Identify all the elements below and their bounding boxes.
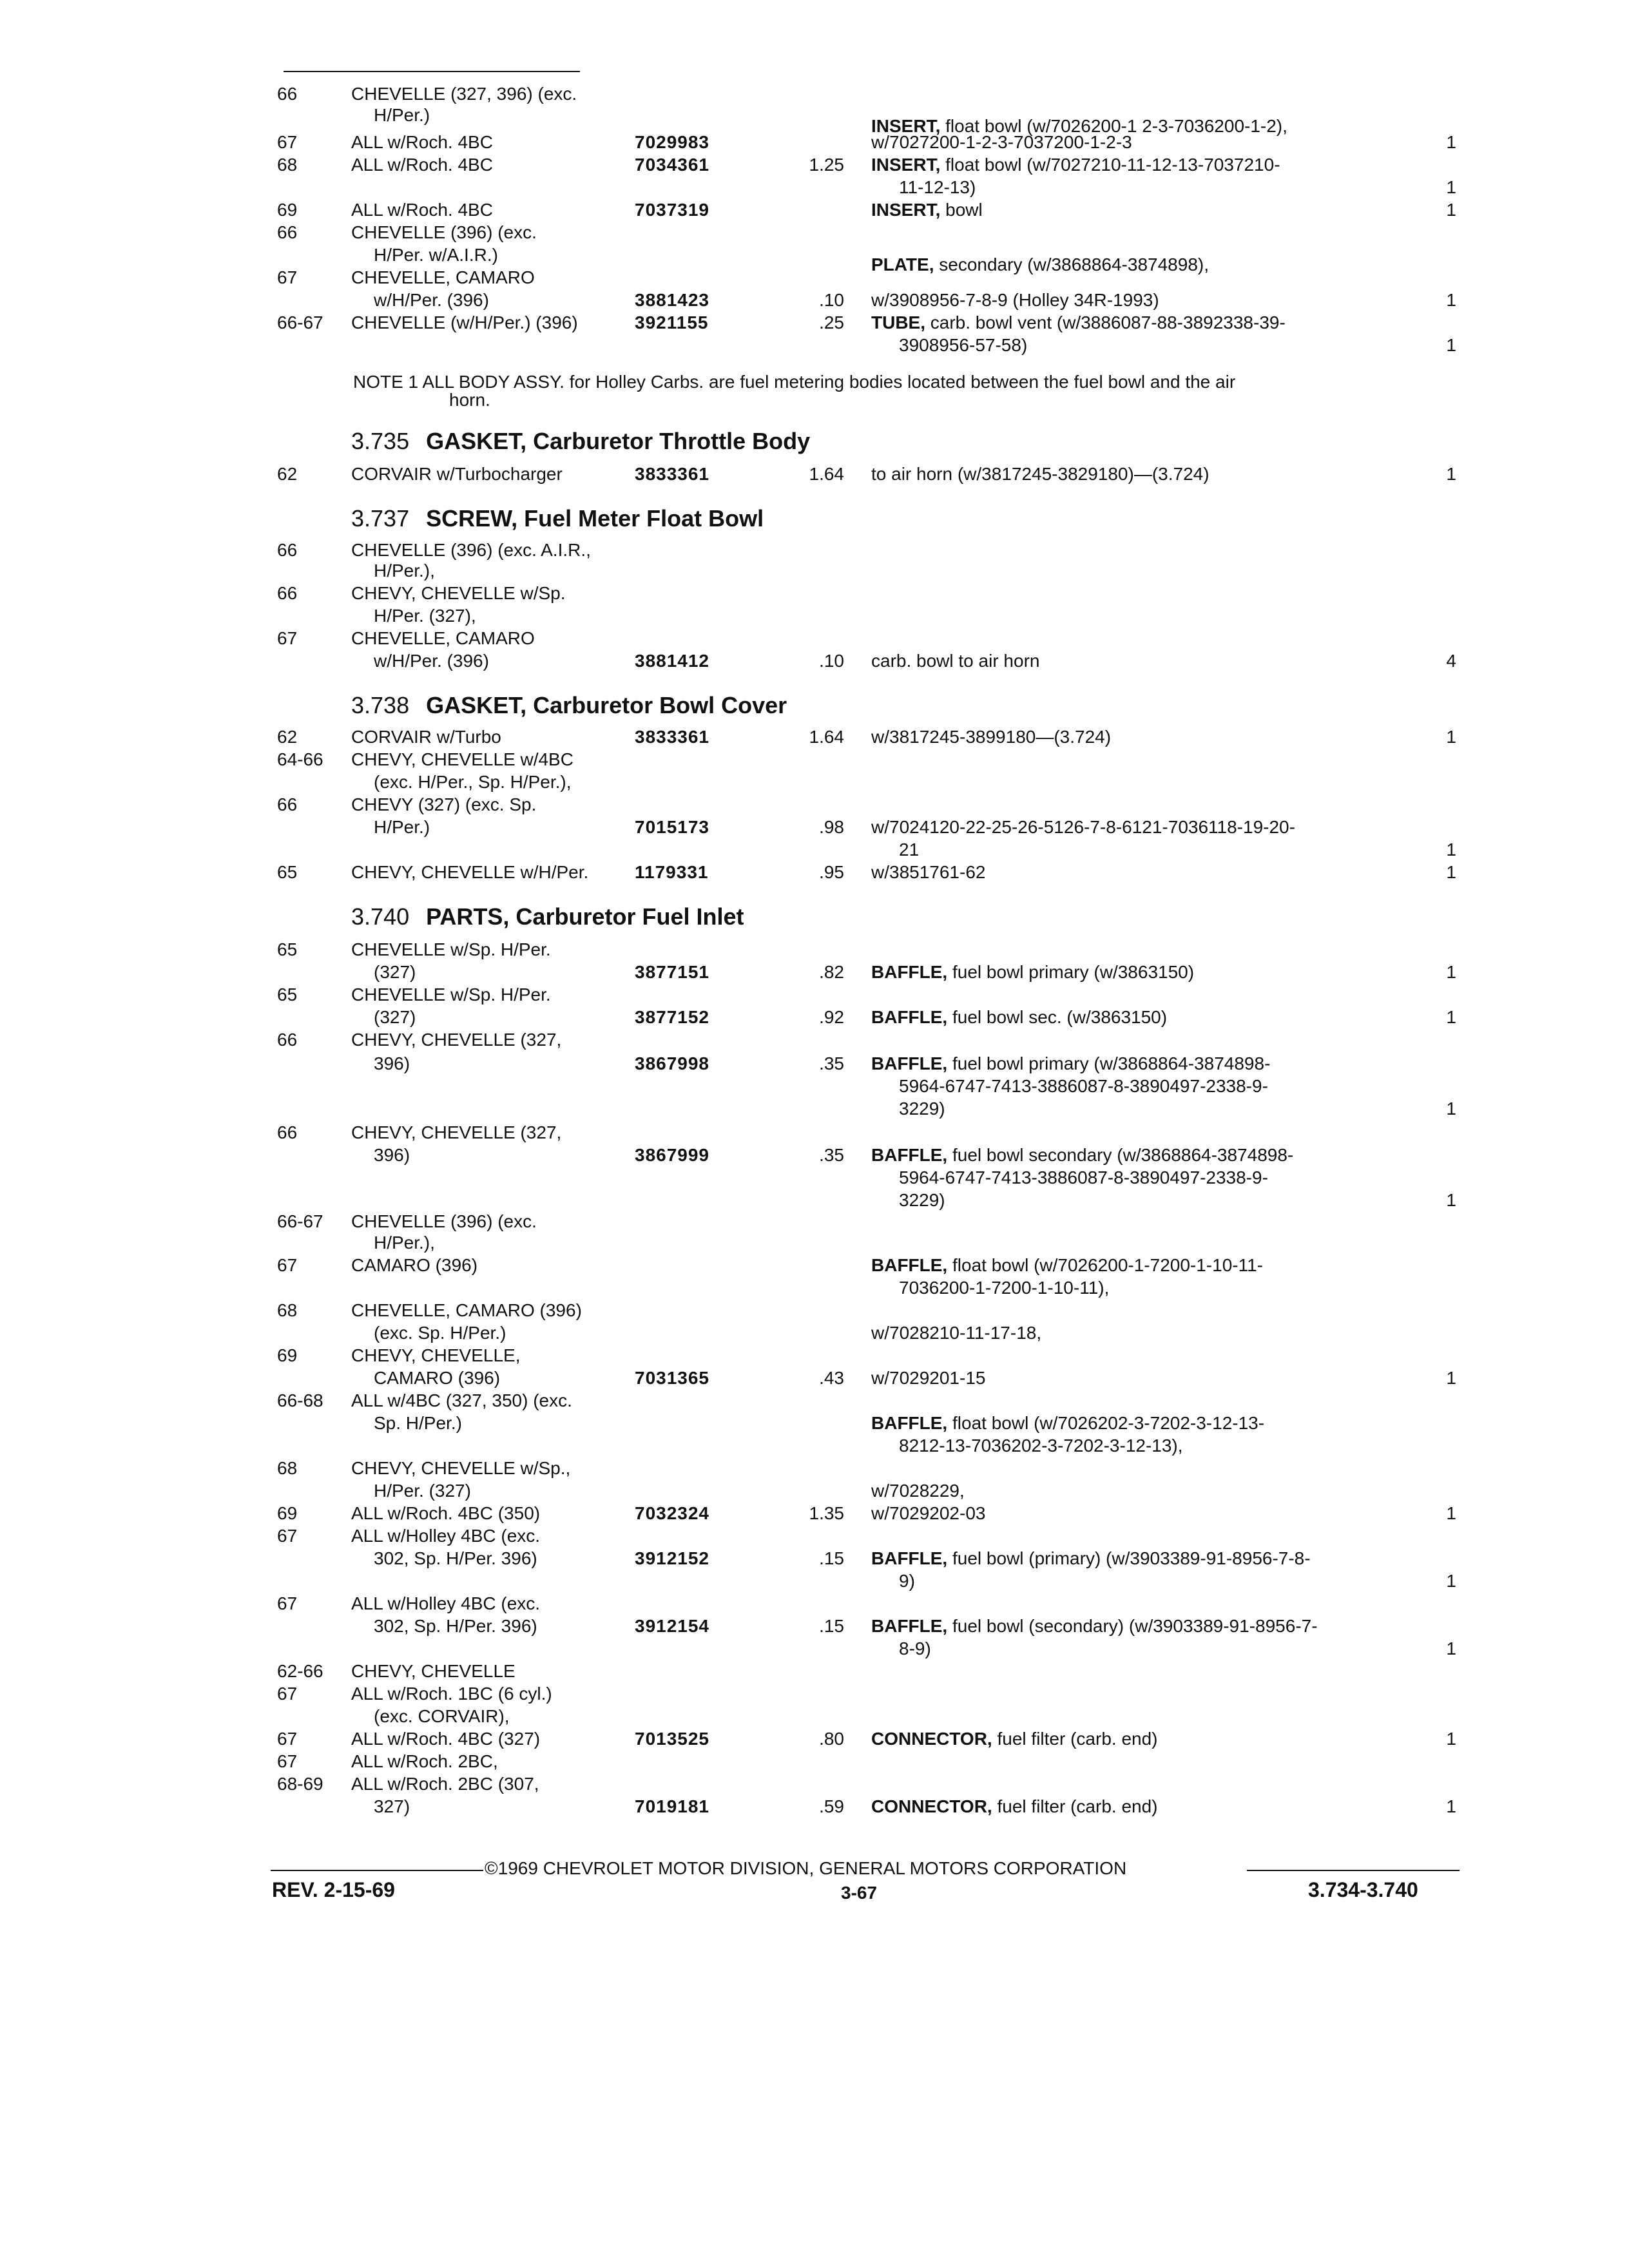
part-number: 3912152: [635, 1548, 710, 1568]
description-cell: [871, 1368, 985, 1389]
description-text: carb. bowl to air horn: [871, 651, 1040, 671]
section-heading: [351, 693, 787, 718]
quantity-cell: 1: [1446, 1503, 1456, 1523]
quantity-cell: 1: [1446, 1729, 1456, 1749]
year-cell: 62: [277, 727, 298, 747]
model-cell: ALL w/Holley 4BC (exc.: [351, 1526, 541, 1546]
description-text: fuel bowl (secondary) (w/3903389-91-8956-7-: [947, 1616, 1318, 1636]
price-cell: 1.64: [809, 464, 844, 484]
description-keyword: BAFFLE,: [871, 1616, 948, 1636]
year-cell: 65: [277, 939, 298, 959]
description-cont: 3908956-57-58): [899, 335, 1028, 355]
description-cont: 3229): [899, 1190, 945, 1210]
price-cell: .59: [819, 1796, 844, 1816]
quantity-cell: 1: [1446, 1639, 1456, 1658]
description-text: carb. bowl vent (w/3886087-88-3892338-39-: [925, 312, 1286, 332]
year-cell: 66-68: [277, 1390, 323, 1410]
description-cell: [871, 817, 1295, 838]
quantity-cell: 1: [1446, 177, 1456, 197]
model-cell-cont: w/H/Per. (396): [374, 290, 489, 310]
year-cell: 67: [277, 1729, 298, 1749]
part-number: 1179331: [635, 862, 709, 882]
year-cell: 69: [277, 1345, 298, 1365]
quantity-cell: 1: [1446, 1007, 1456, 1027]
section-range: 3.734-3.740: [1308, 1878, 1418, 1901]
year-cell: 67: [277, 1593, 298, 1613]
model-cell-cont: H/Per. w/A.I.R.): [374, 245, 498, 265]
model-cell-cont: 302, Sp. H/Per. 396): [374, 1616, 537, 1636]
description-cell: [871, 962, 1194, 983]
section-number: 3.735: [351, 428, 410, 454]
part-number: 3877152: [635, 1007, 710, 1027]
description-text: fuel bowl primary (w/3868864-3874898-: [947, 1053, 1271, 1073]
description-text: float bowl (w/7027210-11-12-13-7037210-: [940, 155, 1280, 175]
description-keyword: BAFFLE,: [871, 1145, 948, 1165]
year-cell: 67: [277, 1751, 298, 1771]
quantity-cell: 4: [1446, 651, 1456, 671]
year-cell: 66-67: [277, 1211, 323, 1231]
year-cell: 66: [277, 583, 298, 603]
model-cell: CHEVELLE, CAMARO: [351, 267, 535, 287]
quantity-cell: 1: [1446, 290, 1456, 310]
quantity-cell: 1: [1446, 1368, 1456, 1388]
part-number: 3912154: [635, 1616, 710, 1636]
description-text: float bowl (w/7026200-1-7200-1-10-11-: [947, 1255, 1263, 1275]
price-cell: .98: [819, 817, 844, 837]
description-cell: [871, 132, 1132, 153]
model-cell-cont: H/Per. (327): [374, 1481, 471, 1501]
quantity-cell: 1: [1446, 727, 1456, 747]
description-text: w/3817245-3899180—(3.724): [871, 727, 1112, 747]
description-text: w/3908956-7-8-9 (Holley 34R-1993): [871, 290, 1159, 310]
price-cell: 1.25: [809, 155, 844, 175]
price-cell: .95: [819, 862, 844, 882]
description-cell: [871, 290, 1159, 311]
description-keyword: INSERT,: [871, 116, 941, 136]
description-cell: [871, 1796, 1158, 1817]
description-keyword: BAFFLE,: [871, 962, 948, 982]
part-number: 7037319: [635, 200, 710, 220]
quantity-cell: 1: [1446, 1571, 1456, 1591]
description-cell: [871, 200, 983, 220]
price-cell: .43: [819, 1368, 844, 1388]
section-number: 3.740: [351, 903, 410, 930]
model-cell-cont: (exc. H/Per., Sp. H/Per.),: [374, 772, 572, 792]
description-cell: [871, 1145, 1293, 1166]
model-cell: ALL w/Roch. 1BC (6 cyl.): [351, 1684, 552, 1704]
description-cont: 5964-6747-7413-3886087-8-3890497-2338-9-: [899, 1076, 1268, 1096]
model-cell: ALL w/4BC (327, 350) (exc.: [351, 1390, 572, 1410]
section-heading: [351, 506, 764, 532]
year-cell: 68: [277, 1300, 298, 1320]
year-cell: 67: [277, 267, 298, 287]
model-cell-cont: Sp. H/Per.): [374, 1413, 462, 1433]
model-cell-cont: H/Per. (327),: [374, 606, 476, 626]
model-cell: CHEVY, CHEVELLE w/Sp.: [351, 583, 566, 603]
description-cell: [871, 255, 1209, 275]
year-cell: 66: [277, 794, 298, 814]
model-cell: CORVAIR w/Turbocharger: [351, 464, 563, 484]
description-cell: [871, 1255, 1263, 1276]
model-cell: CHEVELLE w/Sp. H/Per.: [351, 985, 551, 1004]
model-cell: CHEVELLE, CAMARO (396): [351, 1300, 582, 1320]
description-text: w/7028229,: [871, 1481, 965, 1501]
quantity-cell: 1: [1446, 962, 1456, 982]
quantity-cell: 1: [1446, 132, 1456, 152]
description-keyword: INSERT,: [871, 200, 941, 220]
model-cell: CHEVELLE, CAMARO: [351, 628, 535, 648]
section-title: GASKET, Carburetor Throttle Body: [426, 428, 811, 454]
description-keyword: BAFFLE,: [871, 1053, 948, 1073]
description-cont: 3229): [899, 1099, 945, 1119]
model-cell: CHEVY, CHEVELLE (327,: [351, 1122, 562, 1142]
description-keyword: CONNECTOR,: [871, 1796, 992, 1816]
year-cell: 65: [277, 985, 298, 1004]
part-number: 3833361: [635, 727, 710, 747]
price-cell: .92: [819, 1007, 844, 1027]
footer-rule-left: [271, 1870, 483, 1871]
description-text: w/7024120-22-25-26-5126-7-8-6121-7036118-19-20-: [871, 817, 1295, 837]
description-cell: [871, 651, 1039, 671]
model-cell: ALL w/Roch. 2BC,: [351, 1751, 498, 1771]
model-cell-cont: (exc. CORVAIR),: [374, 1706, 510, 1726]
price-cell: .35: [819, 1145, 844, 1165]
part-number: 7034361: [635, 155, 710, 175]
model-cell: ALL w/Roch. 4BC (350): [351, 1503, 541, 1523]
price-cell: .10: [819, 290, 844, 310]
year-cell: 67: [277, 132, 298, 152]
year-cell: 66: [277, 540, 298, 560]
year-cell: 67: [277, 1255, 298, 1275]
description-cont: 8-9): [899, 1639, 931, 1658]
description-cell: [871, 1548, 1311, 1569]
model-cell-cont: H/Per.): [374, 105, 430, 125]
description-cell: [871, 1616, 1318, 1637]
part-number: 3867998: [635, 1053, 710, 1073]
description-keyword: BAFFLE,: [871, 1007, 948, 1027]
model-cell-cont: H/Per.): [374, 817, 430, 837]
model-cell-cont: 396): [374, 1145, 410, 1165]
revision-date: REV. 2-15-69: [272, 1878, 395, 1901]
description-text: fuel bowl secondary (w/3868864-3874898-: [947, 1145, 1294, 1165]
quantity-cell: 1: [1446, 200, 1456, 220]
part-number: 7019181: [635, 1796, 710, 1816]
description-cell: [871, 1053, 1270, 1074]
description-cell: [871, 464, 1210, 485]
part-number: 3877151: [635, 962, 710, 982]
description-text: fuel bowl sec. (w/3863150): [947, 1007, 1168, 1027]
model-cell: ALL w/Roch. 4BC: [351, 200, 493, 220]
description-text: fuel bowl (primary) (w/3903389-91-8956-7-8-: [947, 1548, 1311, 1568]
description-text: fuel filter (carb. end): [992, 1796, 1158, 1816]
description-cell: [871, 1503, 985, 1524]
section-number: 3.737: [351, 505, 410, 532]
model-cell-cont: 302, Sp. H/Per. 396): [374, 1548, 537, 1568]
description-text: w/7027200-1-2-3-7037200-1-2-3: [871, 132, 1132, 152]
model-cell: ALL w/Roch. 4BC (327): [351, 1729, 541, 1749]
part-number: 7029983: [635, 132, 710, 152]
section-title: SCREW, Fuel Meter Float Bowl: [426, 505, 764, 532]
part-number: 3881412: [635, 651, 710, 671]
section-heading: [351, 904, 744, 930]
model-cell: ALL w/Holley 4BC (exc.: [351, 1593, 541, 1613]
description-cont: 8212-13-7036202-3-7202-3-12-13),: [899, 1436, 1183, 1456]
model-cell: CHEVY, CHEVELLE,: [351, 1345, 521, 1365]
model-cell: CHEVY, CHEVELLE w/H/Per.: [351, 862, 589, 882]
description-text: float bowl (w/7026200-1 2-3-7036200-1-2),: [940, 116, 1287, 136]
top-rule: [284, 71, 580, 72]
part-number: 7032324: [635, 1503, 710, 1523]
description-cell: [871, 1413, 1264, 1434]
description-cont: 21: [899, 840, 920, 860]
year-cell: 66: [277, 1030, 298, 1050]
model-cell-cont: w/H/Per. (396): [374, 651, 489, 671]
model-cell: CHEVELLE (396) (exc. A.I.R.,: [351, 540, 591, 560]
description-text: secondary (w/3868864-3874898),: [934, 255, 1209, 274]
description-text: to air horn (w/3817245-3829180)—(3.724): [871, 464, 1210, 484]
description-keyword: PLATE,: [871, 255, 934, 274]
model-cell: ALL w/Roch. 2BC (307,: [351, 1774, 539, 1794]
section-title: GASKET, Carburetor Bowl Cover: [426, 692, 787, 718]
part-number: 7013525: [635, 1729, 710, 1749]
year-cell: 64-66: [277, 749, 323, 769]
description-keyword: BAFFLE,: [871, 1255, 948, 1275]
description-cont: 9): [899, 1571, 915, 1591]
description-cell: [871, 1007, 1167, 1028]
model-cell: ALL w/Roch. 4BC: [351, 132, 493, 152]
description-text: fuel bowl primary (w/3863150): [947, 962, 1195, 982]
description-text: bowl: [940, 200, 983, 220]
model-cell-cont: H/Per.),: [374, 1233, 435, 1253]
model-cell: CHEVY, CHEVELLE (327,: [351, 1030, 562, 1050]
model-cell: ALL w/Roch. 4BC: [351, 155, 493, 175]
model-cell: CHEVY, CHEVELLE w/Sp.,: [351, 1458, 571, 1478]
year-cell: 65: [277, 862, 298, 882]
year-cell: 69: [277, 1503, 298, 1523]
description-text: w/3851761-62: [871, 862, 986, 882]
section-heading: [351, 428, 810, 454]
price-cell: .80: [819, 1729, 844, 1749]
part-number: 3833361: [635, 464, 710, 484]
quantity-cell: 1: [1446, 840, 1456, 860]
year-cell: 67: [277, 1684, 298, 1704]
model-cell: CAMARO (396): [351, 1255, 478, 1275]
year-cell: 66: [277, 1122, 298, 1142]
model-cell: CHEVELLE (396) (exc.: [351, 222, 537, 242]
description-text: float bowl (w/7026202-3-7202-3-12-13-: [947, 1413, 1265, 1433]
part-number: 3881423: [635, 290, 710, 310]
year-cell: 68: [277, 155, 298, 175]
description-cont: 11-12-13): [899, 177, 976, 197]
page-number: 3-67: [841, 1883, 878, 1903]
price-cell: 1.35: [809, 1503, 844, 1523]
model-cell-cont: (exc. Sp. H/Per.): [374, 1323, 506, 1343]
model-cell: CHEVY, CHEVELLE: [351, 1661, 516, 1681]
price-cell: .82: [819, 962, 844, 982]
part-number: 7015173: [635, 817, 710, 837]
description-cont: 7036200-1-7200-1-10-11),: [899, 1278, 1110, 1298]
year-cell: 67: [277, 1526, 298, 1546]
description-keyword: BAFFLE,: [871, 1548, 948, 1568]
model-cell: CHEVELLE (w/H/Per.) (396): [351, 312, 578, 332]
section-title: PARTS, Carburetor Fuel Inlet: [426, 903, 744, 930]
description-text: w/7029202-03: [871, 1503, 986, 1523]
price-cell: .15: [819, 1548, 844, 1568]
price-cell: .10: [819, 651, 844, 671]
model-cell: CHEVELLE (396) (exc.: [351, 1211, 537, 1231]
quantity-cell: 1: [1446, 862, 1456, 882]
year-cell: 66-67: [277, 312, 323, 332]
model-cell-cont: (327): [374, 1007, 416, 1027]
model-cell-cont: 396): [374, 1053, 410, 1073]
quantity-cell: 1: [1446, 1796, 1456, 1816]
part-number: 7031365: [635, 1368, 710, 1388]
year-cell: 68-69: [277, 1774, 323, 1794]
quantity-cell: 1: [1446, 1099, 1456, 1119]
price-cell: 1.64: [809, 727, 844, 747]
price-cell: .15: [819, 1616, 844, 1636]
model-cell: CHEVY (327) (exc. Sp.: [351, 794, 537, 814]
section-number: 3.738: [351, 692, 410, 718]
year-cell: 68: [277, 1458, 298, 1478]
price-cell: .35: [819, 1053, 844, 1073]
note-line-2: horn.: [449, 390, 490, 410]
description-cell: [871, 1323, 1041, 1343]
description-text: fuel filter (carb. end): [992, 1729, 1158, 1749]
year-cell: 66: [277, 84, 298, 104]
price-cell: .25: [819, 312, 844, 332]
note-line-1: NOTE 1 ALL BODY ASSY. for Holley Carbs. are fuel metering bodies located between the fuel bowl and the air: [353, 372, 1236, 392]
description-cell: [871, 862, 985, 883]
description-keyword: TUBE,: [871, 312, 925, 332]
description-cell: [871, 1481, 965, 1501]
description-cell: [871, 155, 1280, 175]
year-cell: 62-66: [277, 1661, 323, 1681]
year-cell: 62: [277, 464, 298, 484]
description-cell: [871, 727, 1111, 747]
description-text: w/7028210-11-17-18,: [871, 1323, 1042, 1343]
model-cell: CHEVELLE (327, 396) (exc.: [351, 84, 577, 104]
footer-rule-right: [1247, 1870, 1460, 1871]
model-cell-cont: H/Per.),: [374, 561, 435, 581]
model-cell-cont: (327): [374, 962, 416, 982]
description-text: w/7029201-15: [871, 1368, 986, 1388]
quantity-cell: 1: [1446, 335, 1456, 355]
description-keyword: INSERT,: [871, 155, 941, 175]
model-cell: CHEVELLE w/Sp. H/Per.: [351, 939, 551, 959]
description-cell: [871, 1729, 1158, 1749]
part-number: 3867999: [635, 1145, 710, 1165]
model-cell: CHEVY, CHEVELLE w/4BC: [351, 749, 574, 769]
part-number: 3921155: [635, 312, 709, 332]
quantity-cell: 1: [1446, 464, 1456, 484]
model-cell-cont: CAMARO (396): [374, 1368, 501, 1388]
description-keyword: BAFFLE,: [871, 1413, 948, 1433]
quantity-cell: 1: [1446, 1190, 1456, 1210]
copyright-line: ©1969 CHEVROLET MOTOR DIVISION, GENERAL MOTORS CORPORATION: [485, 1858, 1127, 1878]
model-cell-cont: 327): [374, 1796, 410, 1816]
description-cell: [871, 312, 1286, 333]
description-keyword: CONNECTOR,: [871, 1729, 992, 1749]
description-cont: 5964-6747-7413-3886087-8-3890497-2338-9-: [899, 1168, 1268, 1187]
model-cell: CORVAIR w/Turbo: [351, 727, 501, 747]
year-cell: 69: [277, 200, 298, 220]
year-cell: 67: [277, 628, 298, 648]
year-cell: 66: [277, 222, 298, 242]
